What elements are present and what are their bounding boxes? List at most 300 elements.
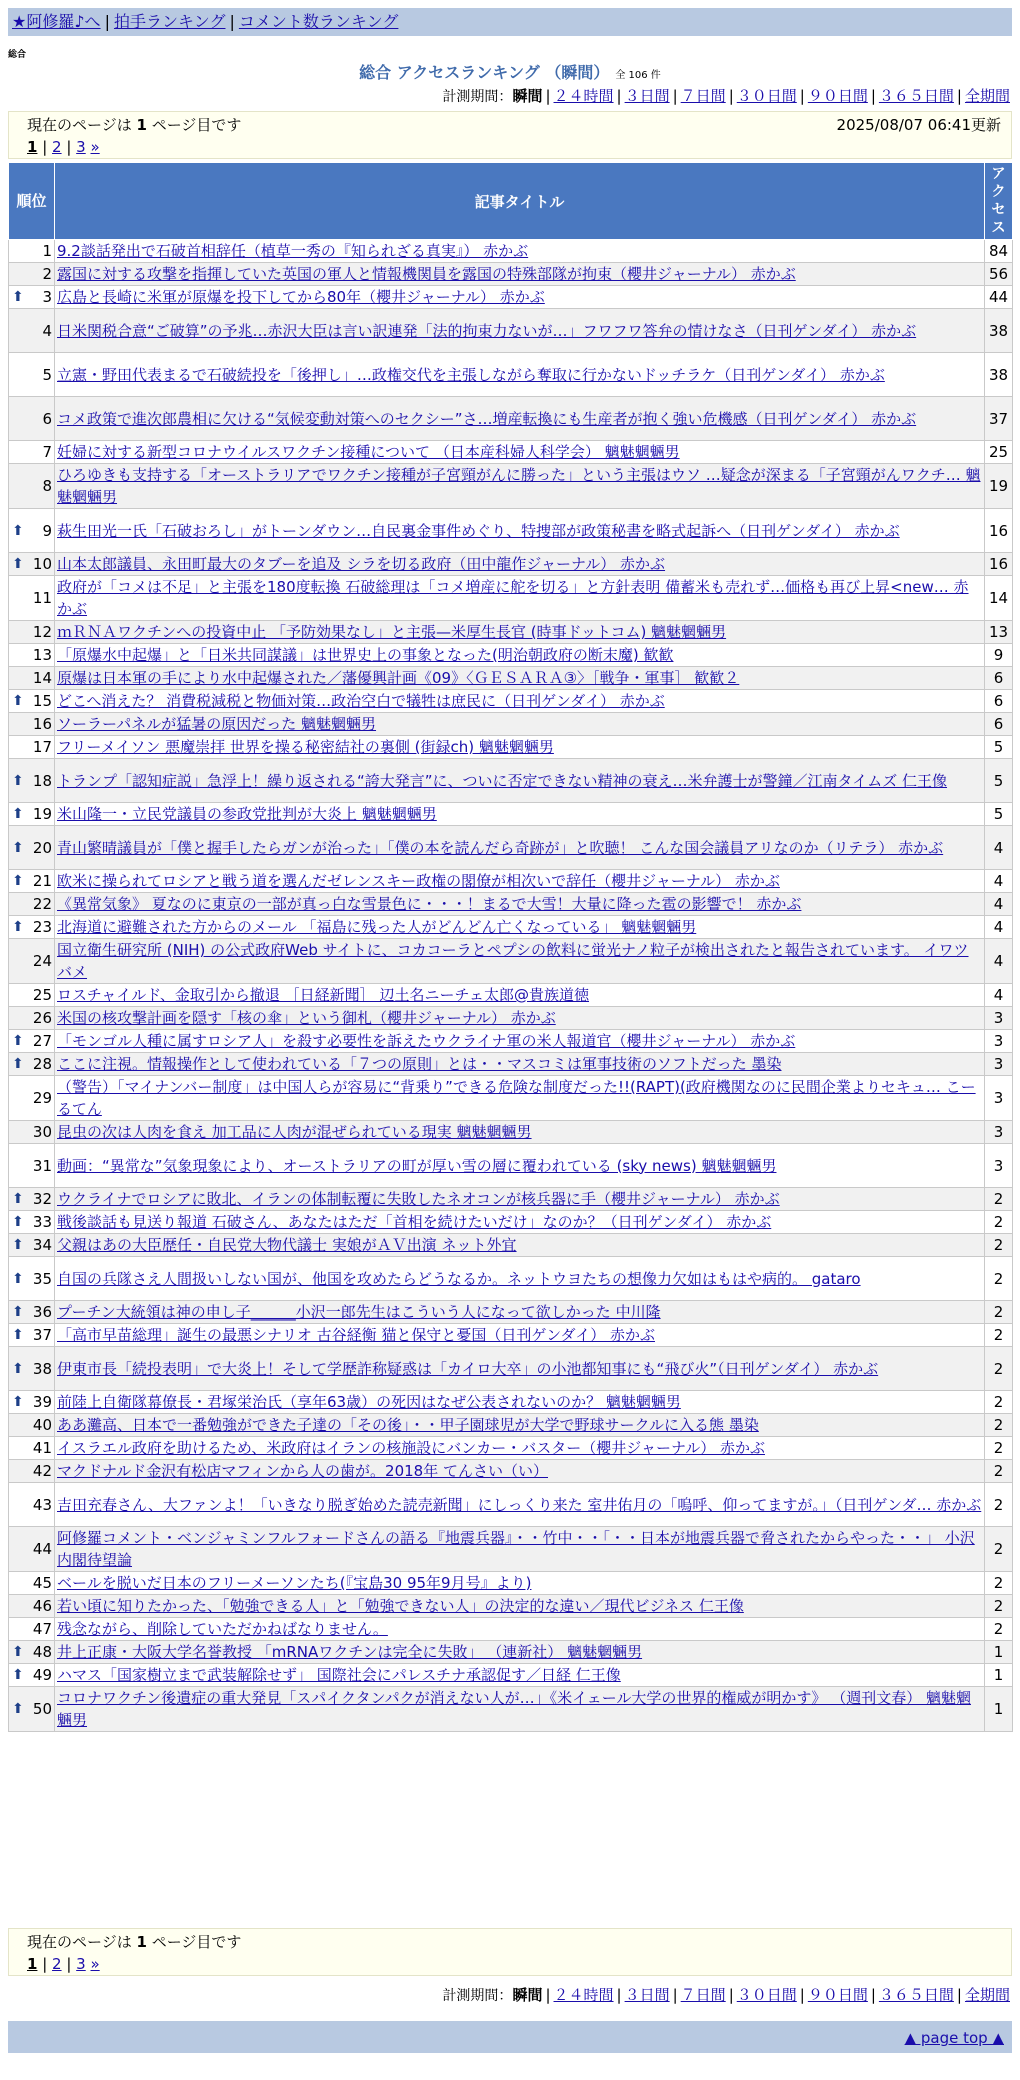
article-link[interactable]: 立憲・野田代表まるで石破続投を「後押し」…政権交代を主張しながら奪取に行かないドッチラケ（日刊ゲンダイ） 赤かぶ [57, 365, 885, 384]
rank-up-arrow-icon: ⬆ [12, 1191, 24, 1207]
pagination-separator: | [61, 1955, 77, 1973]
table-row [9, 1211, 1013, 1234]
period-option[interactable]: ９０日間 [807, 1986, 868, 2004]
table-row [9, 263, 1013, 286]
article-link[interactable]: 9.2談話発出で石破首相辞任（植草一秀の『知られざる真実』） 赤かぶ [57, 242, 529, 260]
rank-cell [9, 397, 55, 441]
article-link[interactable]: 昆虫の次は人肉を食え 加工品に人肉が混ぜられている現実 魑魅魍魎男 [57, 1123, 532, 1141]
rank-cell [9, 1347, 55, 1391]
period-option[interactable]: ３０日間 [736, 1986, 797, 2004]
rank-number: 31 [32, 1156, 52, 1175]
table-row [9, 1301, 1013, 1324]
table-row [9, 690, 1013, 713]
rank-up-arrow-icon: ⬆ [12, 873, 24, 889]
title-cell [55, 939, 985, 984]
rank-number: 28 [32, 1055, 52, 1073]
table-row [9, 1664, 1013, 1687]
access-count: 6 [985, 713, 1013, 736]
rank-cell [9, 870, 55, 893]
period-separator: | [545, 87, 551, 105]
period-separator: | [672, 87, 678, 105]
article-link[interactable]: 吉田充春さん、大ファンよ！「いきなり脱ぎ始めた読売新聞」にしっくり来た 室井佑月の「嗚呼、仰ってますが。」（日刊ゲンダ… 赤かぶ [57, 1495, 982, 1514]
table-row [9, 1595, 1013, 1618]
rank-number: 37 [32, 1326, 52, 1344]
article-link[interactable]: ソーラーパネルが猛暑の原因だった 魑魅魍魎男 [57, 715, 377, 733]
article-link[interactable]: 萩生田光一氏「石破おろし」がトーンダウン…自民裏金事件めぐり、特捜部が政策秘書を略式起訴へ（日刊ゲンダイ） 赤かぶ [57, 521, 900, 540]
access-count: 2 [985, 1234, 1013, 1257]
title-cell [55, 713, 985, 736]
page-info-bottom [8, 1928, 1012, 1976]
title-cell [55, 353, 985, 397]
rank-up-arrow-icon: ⬆ [12, 919, 24, 935]
title-cell [55, 1144, 985, 1188]
rank-number: 30 [32, 1123, 52, 1141]
article-link[interactable]: 欧米に操られてロシアと戦う道を選んだゼレンスキー政権の閣僚が相次いで辞任（櫻井ジャーナル） 赤かぶ [57, 872, 780, 890]
access-count: 6 [985, 667, 1013, 690]
table-row [9, 576, 1013, 621]
article-link[interactable]: 阿修羅コメント・ベンジャミンフルフォードさんの語る『地震兵器』・・竹中・・「・・日本が地震兵器で脅されたからやった・・」 小沢内閣待望論 [57, 1529, 975, 1569]
rank-number: 17 [32, 738, 52, 756]
title-cell [55, 263, 985, 286]
table-row [9, 621, 1013, 644]
table-row [9, 893, 1013, 916]
rank-cell [9, 441, 55, 464]
article-link[interactable]: 妊婦に対する新型コロナウイルスワクチン接種について （日本産科婦人科学会） 魑魅魍魎男 [57, 443, 680, 461]
rank-up-arrow-icon: ⬆ [12, 522, 24, 539]
rank-cell [9, 1572, 55, 1595]
period-option[interactable]: ３日間 [624, 87, 670, 105]
access-count: 1 [985, 1664, 1013, 1687]
article-link[interactable]: 自国の兵隊さえ人間扱いしない国が、他国を攻めたらどうなるか。ネットウヨたちの想像力欠如はもはや病的。 gataro [57, 1269, 861, 1288]
article-link[interactable]: 《異常気象》 夏なのに東京の一部が真っ白な雪景色に・・・！まるで大雪！大量に降った雹の影響で！ 赤かぶ [57, 895, 802, 913]
table-row [9, 553, 1013, 576]
table-row [9, 1007, 1013, 1030]
rank-number: 18 [32, 771, 52, 790]
rank-number: 46 [32, 1597, 52, 1615]
article-link[interactable]: 政府が「コメは不足」と主張を180度転換 石破総理は「コメ増産に舵を切る」と方針表明 備蓄米も売れず…価格も再び上昇<new… 赤かぶ [57, 578, 969, 618]
rank-up-arrow-icon: ⬆ [12, 1394, 24, 1410]
title-cell [55, 1572, 985, 1595]
pagination-top [27, 136, 1003, 158]
period-option[interactable]: ２４時間 [553, 1986, 614, 2004]
access-count: 16 [985, 553, 1013, 576]
rank-cell [9, 576, 55, 621]
period-separator: | [799, 1986, 805, 2004]
access-count: 3 [985, 1076, 1013, 1121]
rank-cell [9, 826, 55, 870]
page-title: 総合 アクセスランキング （瞬間） [359, 63, 610, 82]
title-cell [55, 621, 985, 644]
access-count: 25 [985, 441, 1013, 464]
rank-number: 44 [32, 1540, 52, 1558]
article-link[interactable]: 伊東市長「続投表明」で大炎上！そして学歴詐称疑惑は「カイロ大卒」の小池都知事にも“飛び火”（日刊ゲンダイ） 赤かぶ [57, 1359, 879, 1378]
period-separator: | [799, 87, 805, 105]
page-info-top [8, 111, 1012, 159]
period-option[interactable]: ７日間 [680, 1986, 726, 2004]
rank-number: 45 [32, 1574, 52, 1592]
ranking-table [8, 162, 1013, 1732]
rank-cell [9, 1391, 55, 1414]
table-row [9, 1053, 1013, 1076]
rank-cell [9, 1144, 55, 1188]
rank-number: 1 [42, 242, 52, 260]
title-cell [55, 803, 985, 826]
rank-cell [9, 736, 55, 759]
rank-up-arrow-icon: ⬆ [12, 1304, 24, 1320]
article-link[interactable]: ウクライナでロシアに敗北、イランの体制転覆に失敗したネオコンが核兵器に手（櫻井ジャーナル） 赤かぶ [57, 1190, 780, 1208]
article-link[interactable]: フリーメイソン 悪魔崇拝 世界を操る秘密結社の裏側 (街録ch) 魑魅魍魎男 [57, 738, 554, 756]
article-link[interactable]: 若い頃に知りたかった、「勉強できる人」と「勉強できない人」の決定的な違い／現代ビジネス 仁王像 [57, 1597, 744, 1615]
table-row [9, 803, 1013, 826]
rank-number: 43 [32, 1495, 52, 1514]
title-cell [55, 1414, 985, 1437]
top-navigation-bar [8, 8, 1012, 36]
rank-number: 36 [32, 1303, 52, 1321]
article-link[interactable]: 父親はあの大臣歴任・自民党大物代議士 実娘がＡＶ出演 ネット外宜 [57, 1236, 517, 1254]
title-cell [55, 893, 985, 916]
table-row [9, 1618, 1013, 1641]
access-count: 3 [985, 1053, 1013, 1076]
title-cell [55, 690, 985, 713]
table-row [9, 1347, 1013, 1391]
rank-up-arrow-icon: ⬆ [12, 839, 24, 856]
access-count: 14 [985, 576, 1013, 621]
rank-cell [9, 553, 55, 576]
period-separator: | [870, 87, 876, 105]
pagination-page: 1 [27, 138, 38, 156]
period-selector-bottom [442, 1985, 1010, 2006]
access-count: 4 [985, 916, 1013, 939]
title-cell [55, 1257, 985, 1301]
article-link[interactable]: 「モンゴル人種に属すロシア人」を殺す必要性を訴えたウクライナ軍の米人報道官（櫻井ジャーナル） 赤かぶ [57, 1032, 796, 1050]
article-link[interactable]: 「高市早苗総理」誕生の最悪シナリオ 古谷経衡 猫と保守と憂国（日刊ゲンダイ） 赤かぶ [57, 1326, 655, 1344]
rank-number: 41 [32, 1439, 52, 1457]
title-cell [55, 826, 985, 870]
title-cell [55, 1347, 985, 1391]
title-cell [55, 286, 985, 309]
rank-number: 25 [32, 986, 52, 1004]
rank-cell [9, 1618, 55, 1641]
rank-up-arrow-icon: ⬆ [12, 1056, 24, 1072]
period-separator: | [728, 87, 734, 105]
title-cell [55, 870, 985, 893]
rank-cell [9, 1234, 55, 1257]
rank-number: 32 [32, 1190, 52, 1208]
article-link[interactable]: 「原爆水中起爆」と「日米共同謀議」は世界史上の事象となった(明治朝政府の断末魔) 歓歓 [57, 646, 674, 664]
page-top-link[interactable]: ▲ page top ▲ [904, 2029, 1004, 2047]
article-link[interactable]: プーチン大統領は神の申し子______小沢一郎先生はこういう人になって欲しかった 中川隆 [57, 1303, 661, 1321]
period-option: 瞬間 [512, 1986, 543, 2004]
table-row [9, 826, 1013, 870]
rank-cell [9, 1007, 55, 1030]
rank-number: 22 [32, 895, 52, 913]
table-row [9, 1391, 1013, 1414]
rank-cell [9, 1664, 55, 1687]
rank-cell [9, 803, 55, 826]
article-link[interactable]: ああ灘高、日本で一番勉強ができた子達の「その後」・・甲子園球児が大学で野球サークルに入る態 墨染 [57, 1416, 759, 1434]
rank-cell [9, 893, 55, 916]
pagination-page[interactable]: 3 [76, 138, 86, 156]
access-count: 2 [985, 1595, 1013, 1618]
table-row [9, 667, 1013, 690]
access-count: 3 [985, 1121, 1013, 1144]
article-link[interactable]: 青山繁晴議員が「僕と握手したらガンが治った」「僕の本を読んだら奇跡が」と吹聴！ こんな国会議員アリなのか（リテラ） 赤かぶ [57, 838, 944, 857]
title-cell [55, 509, 985, 553]
article-link[interactable]: （警告）「マイナンバー制度」は中国人らが容易に“背乗り”できる危険な制度だった!!(RAPT)(政府機関なのに民間企業よりセキュ… こーるてん [57, 1078, 976, 1118]
table-row [9, 286, 1013, 309]
access-count: 2 [985, 1414, 1013, 1437]
rank-cell [9, 1211, 55, 1234]
period-option[interactable]: ９０日間 [807, 87, 868, 105]
article-link[interactable]: 日米関税合意“ご破算”の予兆…赤沢大臣は言い訳連発「法的拘束力ないが…」フワフワ答弁の情けなさ（日刊ゲンダイ） 赤かぶ [57, 321, 917, 340]
table-row [9, 1234, 1013, 1257]
table-row [9, 1641, 1013, 1664]
table-row [9, 916, 1013, 939]
access-count: 19 [985, 464, 1013, 509]
rank-cell [9, 1460, 55, 1483]
pagination-separator: | [37, 138, 53, 156]
rank-cell [9, 464, 55, 509]
title-cell [55, 1211, 985, 1234]
article-link[interactable]: ここに注視。情報操作として使われている「７つの原則」とは・・マスコミは軍事技術のソフトだった 墨染 [57, 1055, 782, 1073]
title-cell [55, 984, 985, 1007]
article-link[interactable]: 米山隆一・立民党議員の参政党批判が大炎上 魑魅魍魎男 [57, 805, 437, 823]
rank-up-arrow-icon: ⬆ [12, 772, 24, 789]
article-link[interactable]: 前陸上自衛隊幕僚長・君塚栄治氏（享年63歳）の死因はなぜ公表されないのか？ 魑魅魍魎男 [57, 1393, 681, 1411]
rank-number: 20 [32, 838, 52, 857]
period-option[interactable]: ３６５日間 [878, 87, 954, 105]
rank-number: 24 [32, 952, 52, 970]
table-row [9, 1437, 1013, 1460]
rank-number: 8 [42, 477, 52, 495]
title-cell [55, 644, 985, 667]
title-cell [55, 397, 985, 441]
article-link[interactable]: どこへ消えた？ 消費税減税と物価対策…政治空白で犠牲は庶民に（日刊ゲンダイ） 赤かぶ [57, 692, 665, 710]
title-cell [55, 553, 985, 576]
pagination-page[interactable]: 2 [52, 1955, 62, 1973]
rank-number: 6 [42, 409, 52, 428]
access-count: 3 [985, 1030, 1013, 1053]
table-row [9, 939, 1013, 984]
access-count: 4 [985, 893, 1013, 916]
article-link[interactable]: 山本太郎議員、永田町最大のタブーを追及 シラを切る政府（田中龍作ジャーナル） 赤かぶ [57, 555, 666, 573]
period-separator: | [870, 1986, 876, 2004]
rank-number: 2 [42, 265, 52, 283]
period-option[interactable]: ３０日間 [736, 87, 797, 105]
title-cell [55, 1053, 985, 1076]
rank-cell [9, 916, 55, 939]
period-option[interactable]: 全期間 [964, 1986, 1010, 2004]
table-row [9, 1483, 1013, 1527]
rank-number: 7 [42, 443, 52, 461]
title-cell [55, 1641, 985, 1664]
access-count: 5 [985, 759, 1013, 803]
access-count: 56 [985, 263, 1013, 286]
table-row [9, 309, 1013, 353]
access-count: 9 [985, 644, 1013, 667]
access-count: 1 [985, 1641, 1013, 1664]
column-header-access: アクセス [985, 163, 1013, 240]
access-count: 2 [985, 1483, 1013, 1527]
title-cell [55, 1391, 985, 1414]
table-row [9, 1527, 1013, 1572]
rank-cell [9, 1076, 55, 1121]
access-count: 2 [985, 1572, 1013, 1595]
table-row [9, 240, 1013, 263]
article-link[interactable]: 国立衛生研究所 (NIH) の公式政府Web サイトに、コカコーラとペプシの飲料に蛍光ナノ粒子が検出されたと報告されています。 イワツバメ [57, 941, 969, 981]
nav-separator: | [229, 12, 235, 31]
access-count: 2 [985, 1460, 1013, 1483]
rank-cell [9, 1437, 55, 1460]
access-count: 6 [985, 690, 1013, 713]
article-link[interactable]: 井上正康・大阪大学名誉教授 「mRNAワクチンは完全に失敗」 （連新社） 魑魅魍魎男 [57, 1643, 643, 1661]
rank-number: 14 [32, 669, 52, 687]
period-separator: | [728, 1986, 734, 2004]
table-row [9, 1121, 1013, 1144]
rank-cell [9, 713, 55, 736]
ranking-rows [9, 240, 1013, 1732]
rank-number: 16 [32, 715, 52, 733]
access-count: 38 [985, 309, 1013, 353]
rank-cell [9, 1414, 55, 1437]
article-link[interactable]: ロスチャイルド、金取引から撤退 ［日経新聞］ 辺土名ニーチェ太郎@貴族道徳 [57, 986, 589, 1004]
table-row [9, 759, 1013, 803]
ranking-title [0, 62, 1020, 87]
period-separator: | [545, 1986, 551, 2004]
rank-number: 33 [32, 1213, 52, 1231]
rank-cell [9, 1053, 55, 1076]
rank-cell [9, 644, 55, 667]
table-row [9, 736, 1013, 759]
rank-up-arrow-icon: ⬆ [12, 806, 24, 822]
access-count: 4 [985, 826, 1013, 870]
table-row [9, 870, 1013, 893]
pagination-next[interactable]: » [90, 1955, 100, 1973]
access-count: 5 [985, 736, 1013, 759]
title-cell [55, 916, 985, 939]
rank-up-arrow-icon: ⬆ [12, 556, 24, 572]
rank-number: 48 [32, 1643, 52, 1661]
rank-up-arrow-icon: ⬆ [12, 1270, 24, 1287]
article-link[interactable]: 戦後談話も見送り報道 石破さん、あなたはただ「首相を続けたいだけ」なのか？（日刊ゲンダイ） 赤かぶ [57, 1213, 772, 1231]
access-count: 2 [985, 1527, 1013, 1572]
access-count: 84 [985, 240, 1013, 263]
nav-separator: | [104, 12, 110, 31]
rank-cell [9, 309, 55, 353]
period-option[interactable]: ７日間 [680, 87, 726, 105]
access-count: 2 [985, 1324, 1013, 1347]
access-count: 1 [985, 1687, 1013, 1732]
pagination-next[interactable]: » [90, 138, 100, 156]
footer-bar [8, 2021, 1012, 2053]
rank-cell [9, 1527, 55, 1572]
period-separator: | [616, 87, 622, 105]
article-link[interactable]: ひろゆきも支持する「オーストラリアでワクチン接種が子宮頸がんに勝った」という主張はウソ …疑念が深まる「子宮頸がんワクチ… 魑魅魍魎男 [57, 466, 981, 506]
article-link[interactable]: 露国に対する攻撃を指揮していた英国の軍人と情報機関員を露国の特殊部隊が拘束（櫻井ジャーナル） 赤かぶ [57, 265, 796, 283]
access-count: 2 [985, 1257, 1013, 1301]
table-row [9, 1460, 1013, 1483]
period-separator: | [616, 1986, 622, 2004]
table-row [9, 1076, 1013, 1121]
rank-number: 38 [32, 1359, 52, 1378]
column-header-rank: 順位 [9, 163, 55, 240]
table-row [9, 1687, 1013, 1732]
title-cell [55, 1527, 985, 1572]
rank-cell [9, 263, 55, 286]
title-cell [55, 1234, 985, 1257]
title-cell [55, 1483, 985, 1527]
pagination-page[interactable]: 3 [76, 1955, 86, 1973]
pagination-page[interactable]: 2 [52, 138, 62, 156]
article-link[interactable]: ベールを脱いだ日本のフリーメーソンたち(『宝島30 95年9月号』より) [57, 1574, 532, 1592]
current-page-text: 現在のページは 1 ページ目です [27, 1933, 242, 1951]
nav-link-comment-ranking[interactable]: コメント数ランキング [238, 12, 399, 31]
rank-number: 47 [32, 1620, 52, 1638]
period-option[interactable]: 全期間 [964, 87, 1010, 105]
period-option[interactable]: ３６５日間 [878, 1986, 954, 2004]
period-separator: | [956, 87, 962, 105]
period-option[interactable]: ２４時間 [553, 87, 614, 105]
rank-number: 13 [32, 646, 52, 664]
rank-number: 26 [32, 1009, 52, 1027]
article-link[interactable]: 広島と長崎に米軍が原爆を投下してから80年（櫻井ジャーナル） 赤かぶ [57, 288, 545, 306]
title-cell [55, 464, 985, 509]
pagination-separator: | [61, 138, 77, 156]
article-link[interactable]: 北海道に避難された方からのメール 「福島に残った人がどんどん亡くなっている」 魑魅魍魎男 [57, 918, 697, 936]
period-option[interactable]: ３日間 [624, 1986, 670, 2004]
article-link[interactable]: マクドナルド金沢有松店マフィンから人の歯が。2018年 てんさい（い） [57, 1462, 548, 1480]
table-row [9, 397, 1013, 441]
table-row [9, 1030, 1013, 1053]
article-link[interactable]: 残念ながら、削除していただかねばなりません。 [57, 1620, 388, 1638]
title-cell [55, 1437, 985, 1460]
rank-cell [9, 1324, 55, 1347]
table-row [9, 984, 1013, 1007]
access-count: 4 [985, 984, 1013, 1007]
nav-link-applause-ranking[interactable]: 拍手ランキング [113, 12, 226, 31]
rank-up-arrow-icon: ⬆ [12, 1237, 24, 1253]
rank-cell [9, 286, 55, 309]
access-count: 4 [985, 939, 1013, 984]
rank-up-arrow-icon: ⬆ [12, 1644, 24, 1660]
article-link[interactable]: ハマス「国家樹立まで武装解除せず」 国際社会にパレスチナ承認促す／日経 仁王像 [57, 1666, 621, 1684]
article-link[interactable]: ｍＲＮＡワクチンへの投資中止 「予防効果なし」と主張—米厚生長官 (時事ドットコム) 魑魅魍魎男 [57, 623, 727, 641]
article-link[interactable]: トランプ「認知症説」急浮上！繰り返される“誇大発言”に、ついに否定できない精神の衰え…米弁護士が警鐘／江南タイムズ 仁王像 [57, 771, 948, 790]
rank-number: 50 [32, 1700, 52, 1718]
article-link[interactable]: 原爆は日本軍の手により水中起爆された／藩優興計画《09》〈ＧＥＳＡＲＡ③〉［戦争・軍事］ 歓歓２ [57, 669, 740, 687]
article-link[interactable]: イスラエル政府を助けるため、米政府はイランの核施設にバンカー・バスター（櫻井ジャーナル） 赤かぶ [57, 1439, 765, 1457]
rank-number: 5 [42, 365, 52, 384]
table-row [9, 1324, 1013, 1347]
rank-number: 42 [32, 1462, 52, 1480]
rank-number: 34 [32, 1236, 52, 1254]
period-label: 計測期間： [442, 89, 513, 105]
title-cell [55, 1618, 985, 1641]
rank-cell [9, 667, 55, 690]
article-link[interactable]: コメ政策で進次郎農相に欠ける“気候変動対策へのセクシー”さ…増産転換にも生産者が抱く強い危機感（日刊ゲンダイ） 赤かぶ [57, 409, 917, 428]
rank-cell [9, 984, 55, 1007]
article-link[interactable]: 動画：“異常な”気象現象により、オーストラリアの町が厚い雪の層に覆われている (sky news) 魑魅魍魎男 [57, 1156, 777, 1175]
rank-number: 4 [42, 321, 52, 340]
article-link[interactable]: コロナワクチン後遺症の重大発見「スパイクタンパクが消えない人が…」《米イェール大学の世界的権威が明かす》 （週刊文春） 魑魅魍魎男 [57, 1689, 971, 1729]
access-count: 3 [985, 1007, 1013, 1030]
title-cell [55, 1121, 985, 1144]
rank-cell [9, 1641, 55, 1664]
period-separator: | [672, 1986, 678, 2004]
rank-cell [9, 1483, 55, 1527]
article-link[interactable]: 米国の核攻撃計画を隠す「核の傘」という御札（櫻井ジャーナル） 赤かぶ [57, 1009, 556, 1027]
nav-link-home[interactable]: ★阿修羅♪へ [12, 12, 101, 31]
